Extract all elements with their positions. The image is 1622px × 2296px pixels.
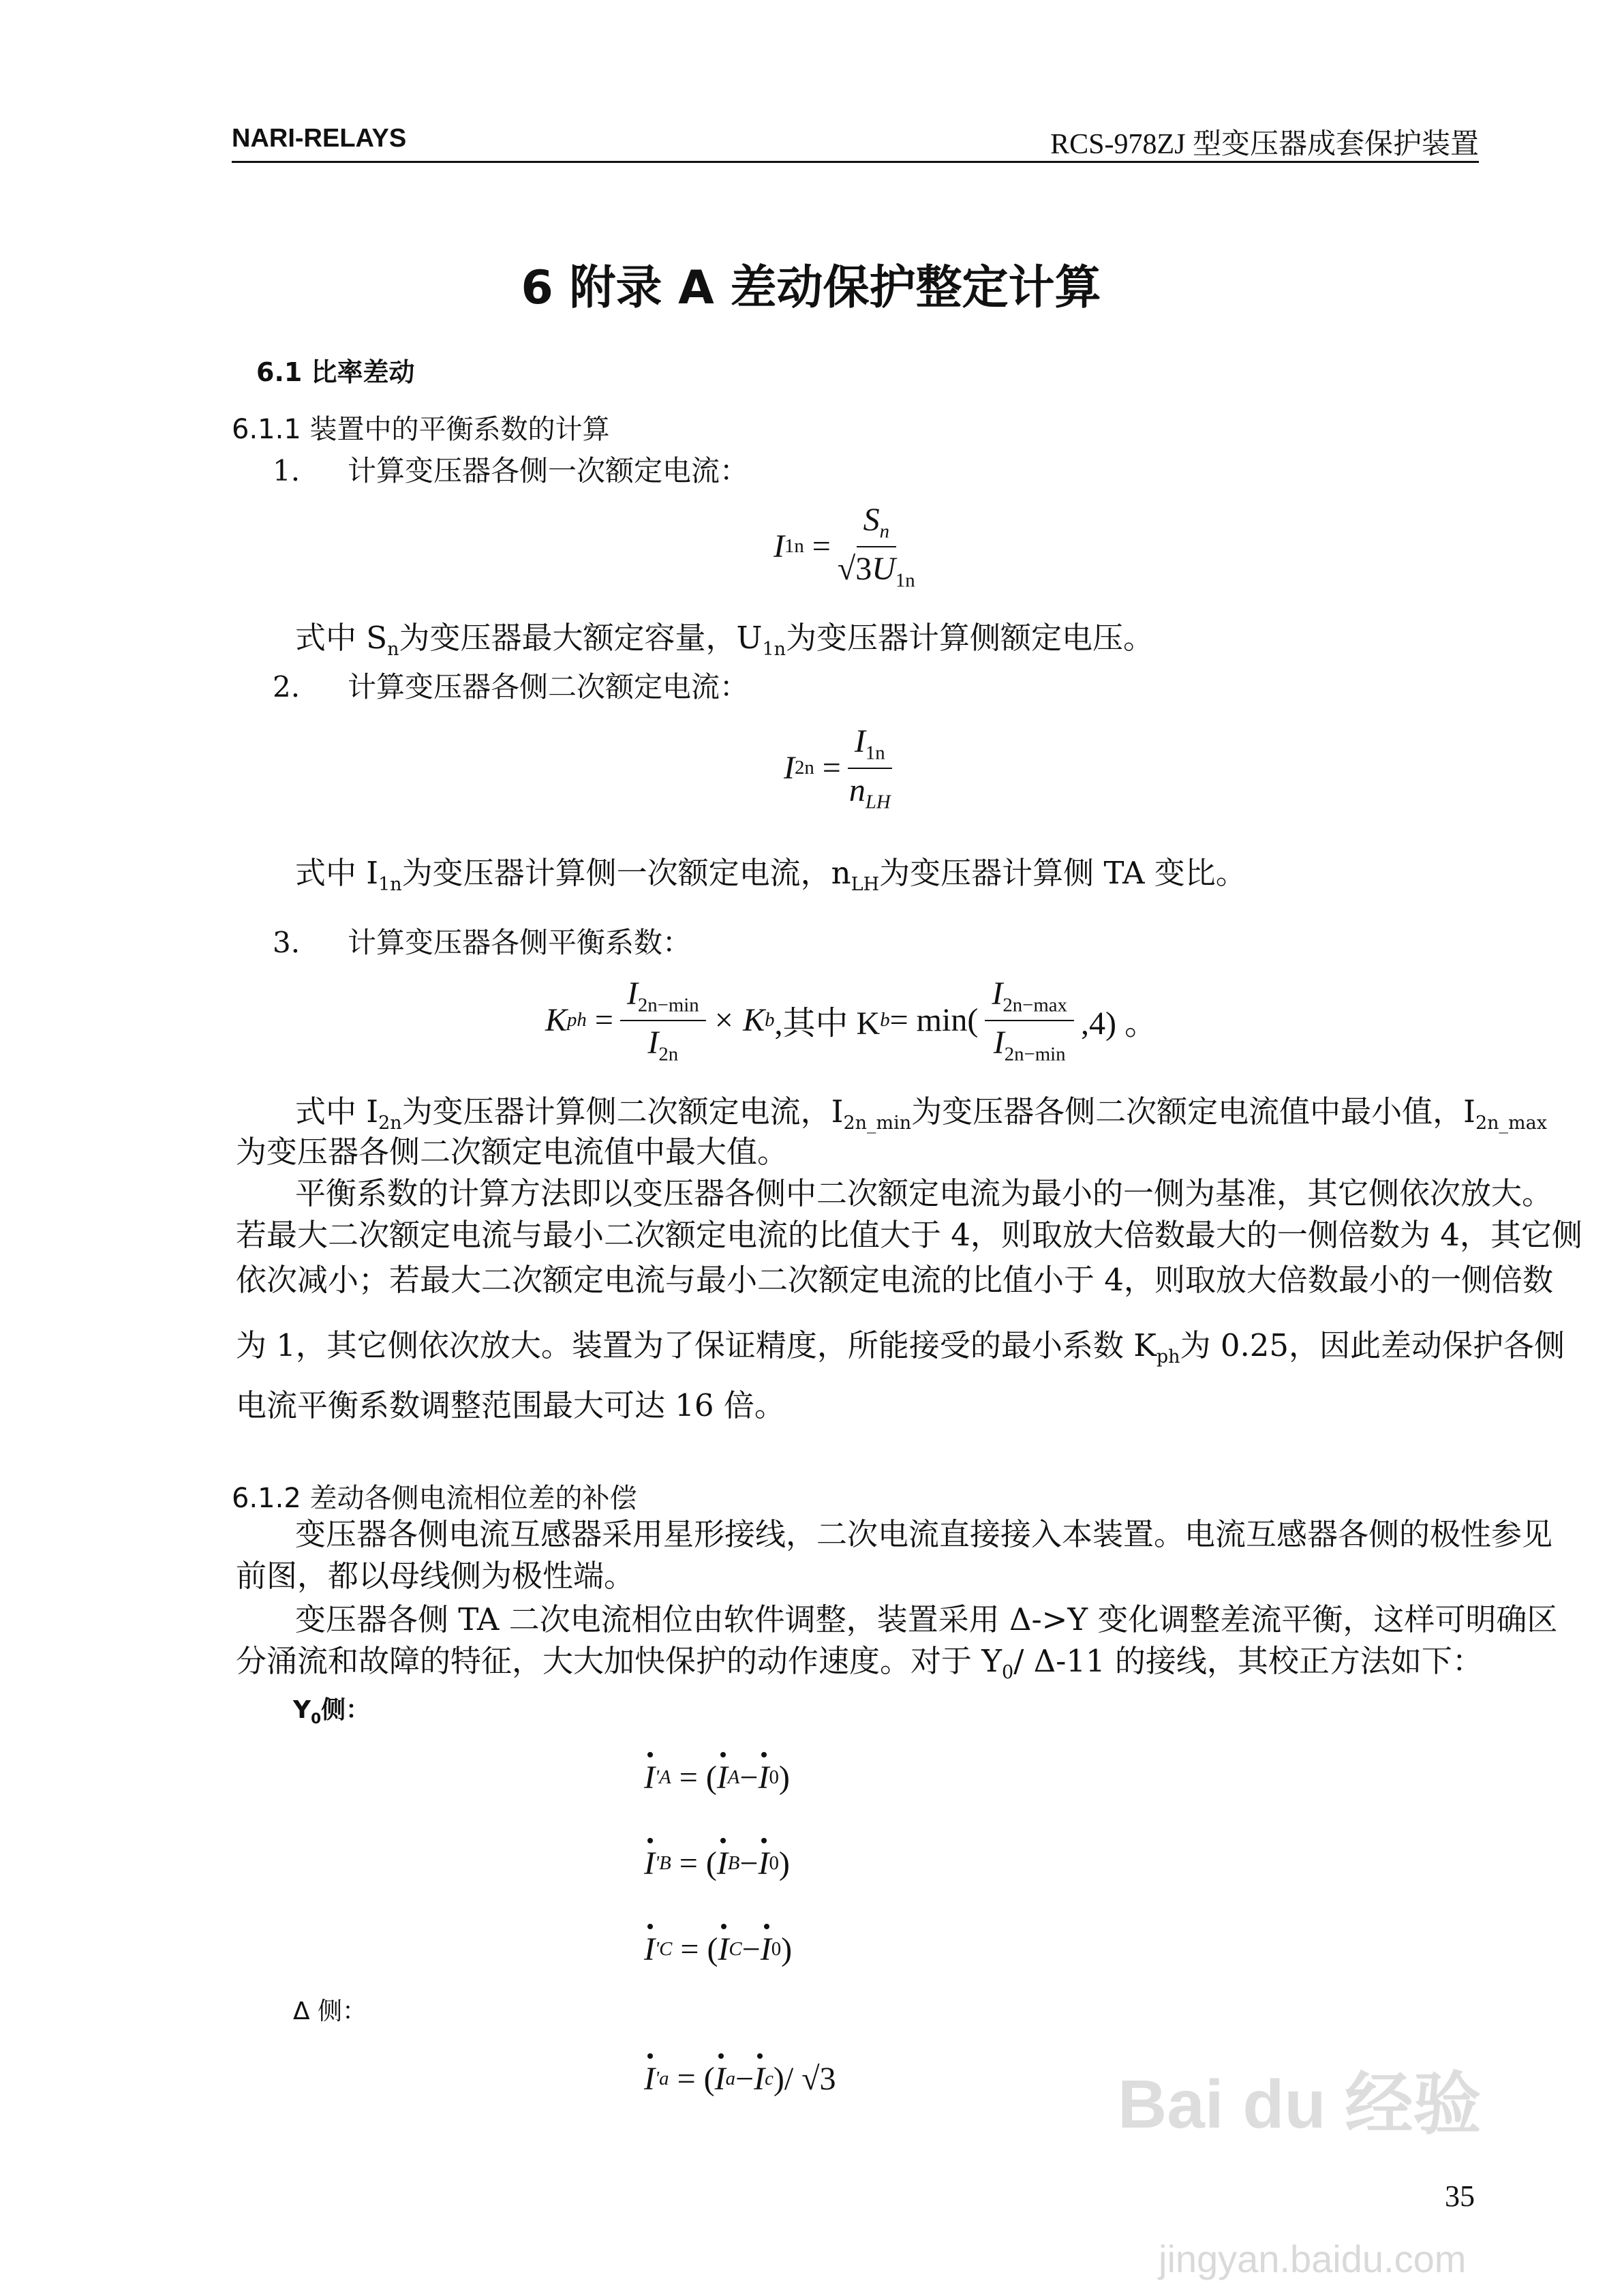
phasor-symbol: I (644, 1845, 655, 1882)
formula-symbol: I (992, 976, 1003, 1012)
equals-sign: = ( (671, 1759, 717, 1796)
formula-subscript: A (727, 1766, 740, 1788)
formula-symbol: I (993, 1024, 1005, 1061)
header-brand: NARI-RELAYS (232, 124, 407, 153)
note-1 (295, 620, 1475, 660)
phasor-symbol: I (716, 1845, 728, 1882)
formula-ic (644, 1931, 792, 1968)
formula-symbol: K (545, 1002, 568, 1039)
formula-subscript: 1n (784, 535, 804, 558)
item-text: 计算变压器各侧平衡系数： (348, 926, 692, 959)
section-6-1: 6.1 比率差动 (256, 357, 415, 387)
numerator (857, 501, 896, 547)
subscript: 0 (311, 1710, 322, 1728)
formula-symbol: S (863, 502, 880, 538)
formula-text: ,其中 K (774, 1006, 881, 1042)
formula-symbol: I (626, 976, 638, 1012)
formula-ib (644, 1845, 790, 1882)
text: 式中 S (295, 620, 388, 656)
denominator (994, 1021, 1066, 1066)
denominator (849, 769, 891, 814)
text: 式中 I (295, 855, 379, 891)
formula-subscript: 0 (771, 1938, 782, 1960)
formula-subscript: LH (865, 791, 891, 813)
formula-symbol: I (854, 723, 866, 759)
formula-subscript: b (880, 1009, 890, 1031)
para-2-line-5: 电流平衡系数调整范围最大可达 16 倍。 (236, 1387, 785, 1423)
formula-text: = min( (889, 1002, 979, 1039)
phasor-symbol: I (644, 1759, 655, 1796)
formula-i1n (774, 501, 922, 592)
formula-symbol: I (774, 528, 784, 565)
denominator (647, 1021, 678, 1066)
para-3-line-2: 前图，都以母线侧为极性端。 (236, 1558, 635, 1594)
numerator (620, 975, 706, 1021)
equals-sign: = (814, 750, 841, 787)
numerator (985, 975, 1074, 1021)
para-4-line-2 (236, 1643, 1483, 1683)
phasor-symbol: I (754, 2061, 765, 2097)
phasor-symbol: I (714, 2061, 726, 2097)
text: Y (293, 1696, 311, 1724)
formula-subscript: n (879, 520, 889, 543)
fraction (985, 975, 1074, 1066)
subscript: 2n_max (1475, 1113, 1547, 1134)
phasor-symbol: I (644, 1931, 655, 1967)
header-product: RCS-978ZJ 型变压器成套保护装置 (1050, 129, 1479, 160)
formula-subscript: b (765, 1009, 775, 1031)
formula-subscript: 2n−min (1004, 1043, 1066, 1066)
section-6-1-2: 6.1.2 差动各侧电流相位差的补偿 (232, 1483, 637, 1514)
text: 为 0.25，因此差动保护各侧 (1180, 1327, 1565, 1363)
formula-subscript: c (765, 2068, 774, 2089)
formula-subscript: C (659, 1938, 673, 1960)
item-2 (273, 665, 748, 706)
formula-subscript: C (729, 1938, 742, 1960)
subscript: ph (1156, 1346, 1180, 1368)
equals-sign: = ( (672, 1931, 718, 1967)
subscript: 2n_min (843, 1113, 912, 1134)
formula-subscript: 0 (769, 1766, 779, 1788)
para-1-line-2: 为变压器各侧二次额定电流值中最大值。 (236, 1134, 789, 1170)
formula-subscript: 2n (794, 757, 814, 779)
para-2-line-1: 平衡系数的计算方法即以变压器各侧中二次额定电流为最小的一侧为基准，其它侧依次放大。 (295, 1175, 1553, 1211)
formula-symbol: × K (712, 1002, 765, 1039)
formula-subscript: a (725, 2068, 736, 2089)
formula-text: ,4) 。 (1080, 1006, 1157, 1042)
paren: ) (781, 1931, 793, 1967)
phasor-symbol: I (644, 2061, 655, 2097)
chapter-title: 6 附录 A 差动保护整定计算 (521, 261, 1101, 315)
text: 为变压器各侧二次额定电流值中最小值，I (911, 1093, 1475, 1130)
para-2-line-2: 若最大二次额定电流与最小二次额定电流的比值大于 4，则取放大倍数最大的一侧倍数为 4，其它侧 (236, 1217, 1582, 1253)
paren: ) (778, 1845, 790, 1882)
text: / Δ-11 的接线，其校正方法如下： (1013, 1643, 1483, 1679)
text: 为变压器计算侧一次额定电流，n (401, 855, 851, 891)
para-1-line-1 (295, 1093, 1547, 1134)
fraction (620, 975, 706, 1066)
header-rule (232, 161, 1479, 163)
formula-ia (644, 1759, 790, 1796)
formula-subscript: 1n (865, 742, 885, 764)
text: 为变压器计算侧 TA 变比。 (879, 855, 1246, 891)
formula-symbol: I (784, 750, 795, 787)
formula-subscript: 0 (769, 1852, 779, 1874)
subscript: 1n (762, 639, 786, 660)
formula-symbol: I (647, 1024, 659, 1061)
item-3 (273, 920, 691, 961)
equals-sign: = (804, 528, 831, 565)
text: 为变压器最大额定容量，U (399, 620, 763, 656)
text: 侧： (321, 1696, 371, 1724)
text: 为变压器计算侧二次额定电流，I (401, 1093, 844, 1130)
baidu-watermark: Bai du 经验 (1118, 2066, 1482, 2143)
text: 式中 I (295, 1093, 379, 1130)
prime-mark: ' (654, 1766, 660, 1788)
para-2-line-4 (236, 1327, 1565, 1368)
formula-subscript: A (659, 1766, 671, 1788)
para-4-line-1: 变压器各侧 TA 二次电流相位由软件调整，装置采用 Δ->Y 变化调整差流平衡，这样可明确区 (295, 1601, 1558, 1637)
prime-mark: ' (654, 2068, 660, 2089)
formula-ia-delta (644, 2060, 836, 2098)
equals-sign: = ( (669, 2061, 715, 2097)
numerator (848, 723, 892, 769)
formula-symbol: U (872, 550, 896, 587)
subscript: 1n (378, 874, 402, 895)
minus-sign: − (735, 2061, 754, 2097)
item-text: 计算变压器各侧一次额定电流： (348, 454, 749, 487)
fraction (848, 723, 892, 813)
section-6-1-1: 6.1.1 装置中的平衡系数的计算 (232, 414, 610, 445)
item-number: 2. (273, 670, 301, 704)
paren: ) (778, 1759, 790, 1796)
phasor-symbol: I (758, 1759, 769, 1796)
denominator (838, 547, 915, 592)
page-number: 35 (1445, 2179, 1475, 2213)
formula-text: )/ √3 (773, 2061, 836, 2097)
para-3-line-1: 变压器各侧电流互感器采用星形接线，二次电流直接接入本装置。电流互感器各侧的极性参见 (295, 1516, 1553, 1552)
text: 分涌流和故障的特征，大大加快保护的动作速度。对于 Y (236, 1643, 1003, 1679)
formula-symbol: n (848, 772, 866, 809)
note-2 (295, 855, 1475, 895)
text: 为 1，其它侧依次放大。装置为了保证精度，所能接受的最小系数 K (236, 1327, 1157, 1363)
minus-sign: − (739, 1845, 759, 1882)
formula-subscript: 2n−min (637, 994, 699, 1016)
phasor-symbol: I (760, 1931, 771, 1967)
formula-kph (545, 975, 1157, 1066)
formula-subscript: a (659, 2068, 669, 2089)
phasor-symbol: I (718, 1931, 729, 1967)
equals-sign: = ( (671, 1845, 717, 1882)
minus-sign: − (739, 1759, 759, 1796)
phasor-symbol: I (716, 1759, 728, 1796)
minus-sign: − (741, 1931, 761, 1967)
item-text: 计算变压器各侧二次额定电流： (348, 670, 749, 704)
phasor-symbol: I (758, 1845, 769, 1882)
y0-side-label (293, 1691, 370, 1727)
subscript: 2n (378, 1113, 402, 1134)
text: 为变压器计算侧额定电压。 (786, 620, 1154, 656)
item-number: 1. (273, 454, 301, 487)
fraction (838, 501, 915, 592)
formula-subscript: B (727, 1852, 740, 1874)
subscript: LH (851, 874, 880, 895)
formula-subscript: ph (567, 1009, 587, 1031)
formula-subscript: 1n (895, 569, 915, 592)
prime-mark: ' (654, 1852, 660, 1874)
equals-sign: = (586, 1002, 613, 1039)
formula-subscript: 2n−max (1003, 994, 1067, 1016)
para-2-line-3: 依次减小；若最大二次额定电流与最小二次额定电流的比值小于 4，则取放大倍数最小的一侧倍数 (236, 1262, 1553, 1298)
formula-subscript: B (659, 1852, 671, 1874)
formula-i2n (784, 723, 899, 813)
subscript: n (387, 639, 399, 660)
prime-mark: ' (654, 1938, 660, 1960)
item-1 (273, 449, 748, 489)
delta-side-label: Δ 侧： (293, 1997, 367, 2025)
sqrt-symbol: √3 (837, 550, 872, 587)
formula-subscript: 2n (658, 1043, 679, 1066)
baidu-watermark-url: jingyan.baidu.com (1159, 2237, 1467, 2280)
subscript: 0 (1002, 1662, 1014, 1683)
item-number: 3. (273, 926, 301, 959)
